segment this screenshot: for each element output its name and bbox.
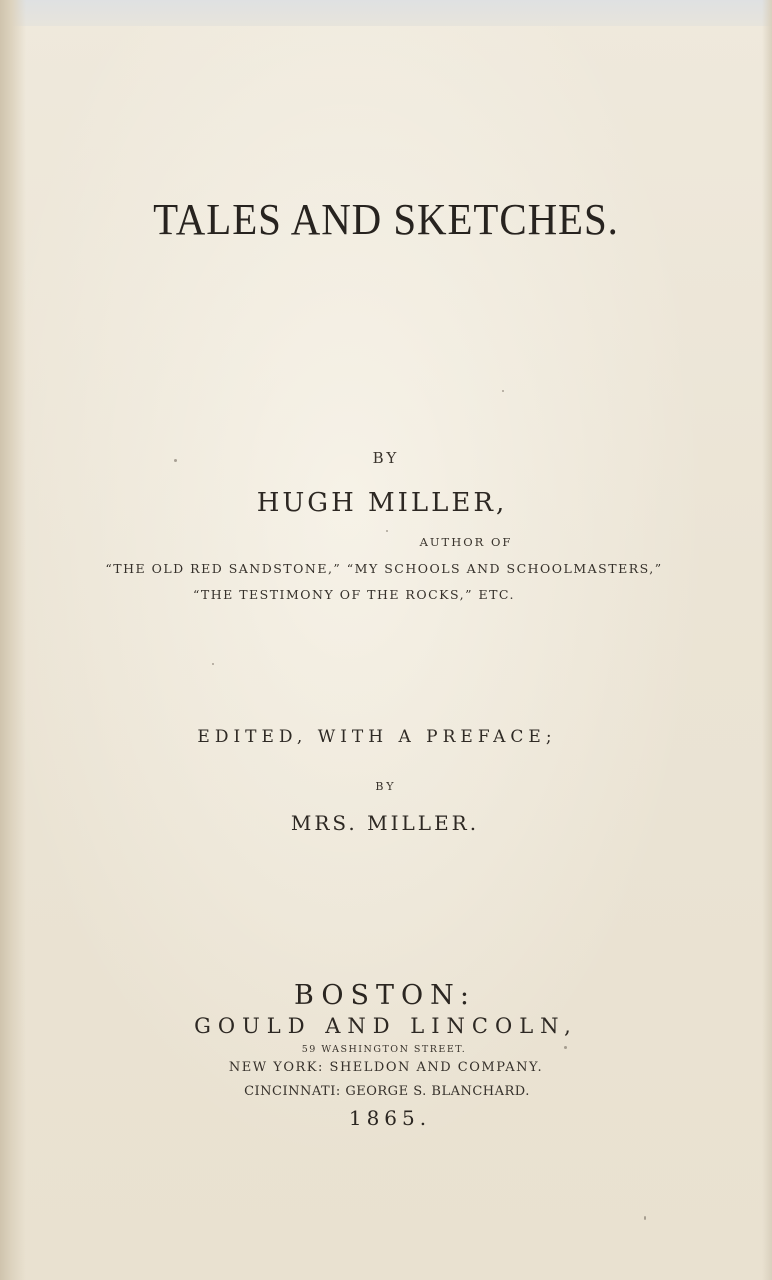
imprint-publisher: GOULD AND LINCOLN,: [194, 1014, 578, 1038]
paper-speck: [386, 530, 388, 532]
other-works-line-1: “THE OLD RED SANDSTONE,” “MY SCHOOLS AND SCHOOLMASTERS,”: [105, 561, 663, 576]
imprint-address: 59 WASHINGTON STREET.: [301, 1044, 467, 1055]
by-label: BY: [372, 449, 400, 467]
imprint-new-york: NEW YORK: SHELDON AND COMPANY.: [228, 1060, 544, 1075]
other-works-line-2: “THE TESTIMONY OF THE ROCKS,” ETC.: [192, 587, 516, 602]
imprint-city: BOSTON:: [294, 980, 476, 1011]
imprint-year: 1865.: [348, 1106, 432, 1130]
paper-speck: [502, 390, 504, 392]
edited-with-preface: EDITED, WITH A PREFACE;: [197, 727, 557, 747]
page-top-edge: [0, 0, 772, 26]
author-of-label: AUTHOR OF: [419, 535, 513, 549]
paper-speck: [644, 1216, 646, 1220]
editor-name: MRS. MILLER.: [290, 811, 480, 835]
by-label-editor: BY: [375, 780, 397, 793]
imprint-cincinnati: CINCINNATI: GEORGE S. BLANCHARD.: [244, 1084, 530, 1099]
paper-speck: [212, 663, 214, 665]
book-title: TALES AND SKETCHES.: [153, 195, 619, 244]
author-name: HUGH MILLER,: [256, 488, 508, 518]
